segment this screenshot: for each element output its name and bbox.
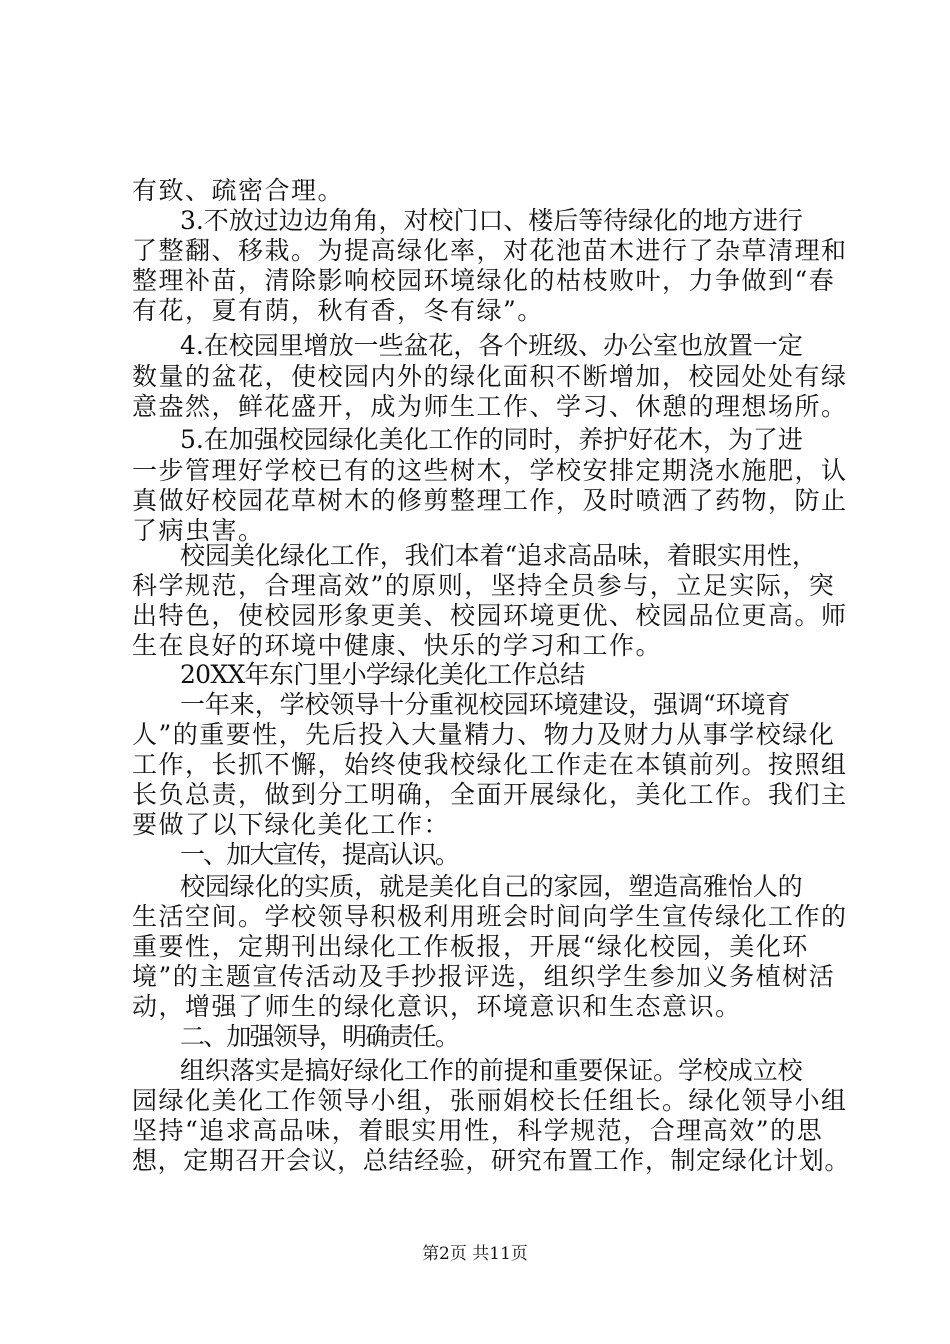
text-line: 有致、疏密合理。 [132,176,345,205]
text-line: 一步管理好学校已有的这些树木，学校安排定期浇水施肥，认 [132,456,848,485]
page-number-footer: 第2页 共11页 [422,1244,528,1264]
text-line: 坚持“追求高品味，着眼实用性，科学规范，合理高效”的思 [132,1116,824,1145]
section-heading: 二、加强领导，明确责任。 [180,1022,459,1051]
text-line: 真做好校园花草树木的修剪整理工作，及时喷洒了药物，防止 [132,486,848,515]
text-line: 长负总责，做到分工明确，全面开展绿化，美化工作。我们主 [132,780,848,809]
text-line: 意盎然，鲜花盛开，成为师生工作、学习、休憩的理想场所。 [132,392,848,421]
text-line: 科学规范，合理高效”的原则，坚持全员参与，立足实际，突 [132,571,836,600]
text-line: 了整翻、移栽。为提高绿化率，对花池苗木进行了杂草清理和 [132,236,848,265]
text-line: 重要性，定期刊出绿化工作板报，开展“绿化校园，美化环 [132,932,809,961]
text-line: 校园绿化的实质，就是美化自己的家园，塑造高雅怡人的 [180,872,803,901]
text-line: 生活空间。学校领导积极利用班会时间向学生宣传绿化工作的 [132,902,848,931]
text-line: 校园美化绿化工作，我们本着“追求高品味，着眼实用性， [180,541,817,570]
text-line: 组织落实是搞好绿化工作的前提和重要保证。学校成立校 [180,1056,803,1085]
text-line: 境”的主题宣传活动及手抄报评选，组织学生参加义务植树活 [132,962,836,991]
section-heading: 一、加大宣传，提高认识。 [180,840,459,869]
text-line: 园绿化美化工作领导小组，张丽娟校长任组长。绿化领导小组 [132,1086,848,1115]
text-line: 有花，夏有荫，秋有香，冬有绿”。 [132,296,544,325]
text-line: 数量的盆花，使校园内外的绿化面积不断增加，校园处处有绿 [132,362,848,391]
text-line: 了病虫害。 [132,516,265,545]
text-line: 工作，长抓不懈，始终使我校绿化工作走在本镇前列。按照组 [132,750,848,779]
text-line: 生在良好的环境中健康、快乐的学习和工作。 [132,631,663,660]
text-line: 动，增强了师生的绿化意识，环境意识和生态意识。 [132,992,742,1021]
text-line: 3.不放过边边角角，对校门口、楼后等待绿化的地方进行 [180,206,803,235]
section-heading: 20XX年东门里小学绿化美化工作总结 [180,660,585,689]
text-line: 出特色，使校园形象更美、校园环境更优、校园品位更高。师 [132,601,848,630]
text-line: 要做了以下绿化美化工作： [132,810,451,839]
text-line: 想，定期召开会议，总结经验，研究布置工作，制定绿化计划。 [132,1146,851,1175]
text-line: 5.在加强校园绿化美化工作的同时，养护好花木，为了进 [180,425,803,454]
text-line: 人”的重要性，先后投入大量精力、物力及财力从事学校绿化 [132,720,836,749]
text-line: 4.在校园里增放一些盆花，各个班级、办公室也放置一定 [180,331,803,360]
text-line: 整理补苗，清除影响校园环境绿化的枯枝败叶，力争做到“春 [132,266,836,295]
text-line: 一年来，学校领导十分重视校园环境建设，强调“环境育 [180,690,791,719]
